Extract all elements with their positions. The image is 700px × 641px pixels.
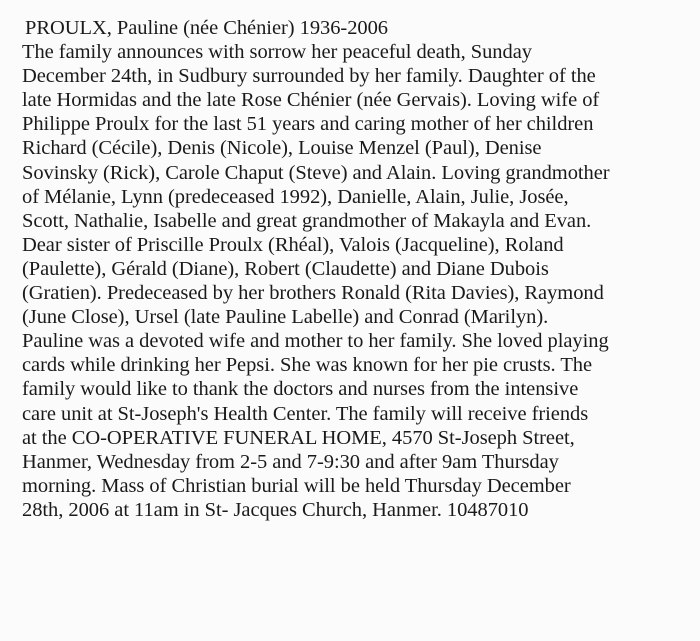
obituary-line: Pauline was a devoted wife and mother to her family. She loved playing <box>22 330 609 353</box>
obituary-line: Sovinsky (Rick), Carole Chaput (Steve) and Alain. Loving grandmother <box>22 161 610 184</box>
obituary-line: Philippe Proulx for the last 51 years and caring mother of her children <box>22 113 594 136</box>
obituary-line: (Paulette), Gérald (Diane), Robert (Claudette) and Diane Dubois <box>22 257 549 280</box>
obituary-line: Dear sister of Priscille Proulx (Rhéal), Valois (Jacqueline), Roland <box>22 233 564 256</box>
obituary-line: December 24th, in Sudbury surrounded by her family. Daughter of the <box>22 65 596 88</box>
obituary-line: The family announces with sorrow her peaceful death, Sunday <box>22 41 532 64</box>
obituary-line: 28th, 2006 at 11am in St- Jacques Church, Hanmer. 10487010 <box>22 498 529 521</box>
obituary-line: Scott, Nathalie, Isabelle and great grandmother of Makayla and Evan. <box>22 209 592 232</box>
obituary-line: of Mélanie, Lynn (predeceased 1992), Danielle, Alain, Julie, Josée, <box>22 185 569 208</box>
obituary-text <box>22 16 692 522</box>
obituary-line: at the CO-OPERATIVE FUNERAL HOME, 4570 St-Joseph Street, <box>22 426 575 449</box>
obituary-line: late Hormidas and the late Rose Chénier (née Gervais). Loving wife of <box>22 89 600 112</box>
obituary-line: morning. Mass of Christian burial will be held Thursday December <box>22 474 571 497</box>
obituary-line: Richard (Cécile), Denis (Nicole), Louise Menzel (Paul), Denise <box>22 137 542 160</box>
obituary-line: (June Close), Ursel (late Pauline Labelle) and Conrad (Marilyn). <box>22 306 549 329</box>
obituary-line: (Gratien). Predeceased by her brothers Ronald (Rita Davies), Raymond <box>22 282 604 305</box>
obituary-heading: PROULX, Pauline (née Chénier) 1936-2006 <box>25 17 388 39</box>
obituary-line: cards while drinking her Pepsi. She was known for her pie crusts. The <box>22 354 593 377</box>
obituary-line: Hanmer, Wednesday from 2-5 and 7-9:30 and after 9am Thursday <box>22 450 559 473</box>
obituary-line: care unit at St-Joseph's Health Center. The family will receive friends <box>22 402 589 425</box>
obituary-line: family would like to thank the doctors and nurses from the intensive <box>22 378 579 401</box>
